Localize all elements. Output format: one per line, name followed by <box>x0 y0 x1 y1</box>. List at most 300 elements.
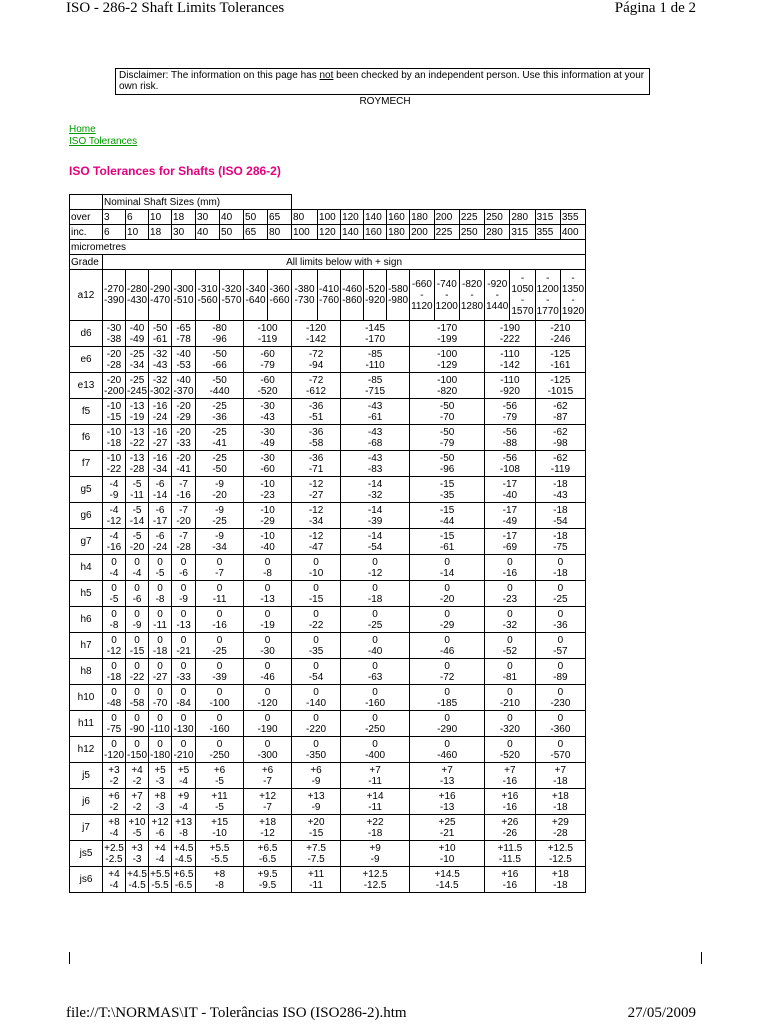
limit-value: 0 <box>372 660 378 672</box>
limit-value: -200 <box>104 385 125 397</box>
limit-value: -5 <box>215 801 224 813</box>
limit-cell <box>196 321 244 347</box>
size-over-cell: 3 <box>103 210 126 225</box>
limit-value: -222 <box>499 333 520 345</box>
limit-value: -63 <box>367 671 383 683</box>
limit-value: +10 <box>438 842 456 854</box>
tolerance-table <box>69 194 586 893</box>
limit-value: -34 <box>152 463 168 475</box>
limit-cell <box>535 685 586 711</box>
limit-value: 0 <box>180 686 187 698</box>
limit-value: -34 <box>212 541 227 553</box>
limit-cell <box>103 373 126 399</box>
limit-value: -40 <box>260 541 275 553</box>
limit-value: -60 <box>260 374 275 386</box>
grade-row-h8 <box>70 659 586 685</box>
limit-value: 0 <box>180 582 187 594</box>
limit-value: -7 <box>263 775 272 787</box>
limit-cell <box>196 581 244 607</box>
limit-value: 0 <box>372 738 378 750</box>
limit-value: +3 <box>131 842 143 854</box>
limit-value: -20 <box>129 541 145 553</box>
limit-value: -230 <box>550 697 571 709</box>
limit-value: +7 <box>554 764 567 776</box>
limit-value: +7 <box>504 764 516 776</box>
limit-value: -22 <box>129 437 145 449</box>
grade-cell: js6 <box>70 867 103 893</box>
limit-cell <box>172 270 196 321</box>
limit-cell <box>535 633 586 659</box>
limit-value: -30 <box>260 452 275 464</box>
limit-value: -26 <box>502 827 518 839</box>
size-over-cell: 30 <box>196 210 220 225</box>
limit-value: -16 <box>106 541 122 553</box>
limit-cell <box>149 555 172 581</box>
units-label: micrometres <box>70 240 586 255</box>
limit-value: -920 <box>487 278 508 290</box>
limit-cell <box>196 425 244 451</box>
limit-cell <box>149 373 172 399</box>
page-number: Página 1 de 2 <box>614 0 696 16</box>
limit-value: - <box>571 295 575 306</box>
limit-cell <box>485 503 536 529</box>
limit-cell <box>244 841 292 867</box>
limit-value: -320 <box>221 284 242 295</box>
limit-value: +6 <box>261 764 274 776</box>
limit-cell <box>149 763 172 789</box>
limit-value: +4.5 <box>127 868 147 880</box>
limit-value: -34 <box>308 515 324 527</box>
limit-value: -41 <box>212 437 227 449</box>
limit-value: -350 <box>306 749 327 761</box>
limit-value: -16 <box>502 775 518 787</box>
limit-value: -98 <box>553 437 568 449</box>
limit-cell <box>410 529 485 555</box>
limit-value: +18 <box>551 790 569 802</box>
limit-value: -715 <box>365 385 386 397</box>
grade-cell: g5 <box>70 477 103 503</box>
limit-value: -920 <box>365 295 386 306</box>
limit-value: -17 <box>502 478 518 490</box>
limit-value: 0 <box>444 686 450 698</box>
limit-value: 0 <box>313 712 319 724</box>
limit-value: +8 <box>154 790 166 802</box>
limit-value: 0 <box>111 712 117 724</box>
limit-cell <box>103 841 126 867</box>
limit-value: 1570 <box>511 306 534 317</box>
limit-value: -100 <box>257 322 278 334</box>
size-inc-cell: 10 <box>126 225 149 240</box>
limit-value: -120 <box>306 322 327 334</box>
limit-cell <box>149 529 172 555</box>
limit-cell <box>244 321 292 347</box>
limit-cell <box>244 711 292 737</box>
limit-value: -25 <box>212 400 227 412</box>
limit-cell <box>149 451 172 477</box>
limit-value: -27 <box>152 671 168 683</box>
limit-value: +5.5 <box>150 868 170 880</box>
limit-value: -740 <box>436 278 457 290</box>
limit-value: -4.5 <box>128 879 146 891</box>
limit-value: +9 <box>369 842 381 854</box>
limit-value: -14 <box>152 489 168 501</box>
limit-value: -190 <box>257 723 278 735</box>
limit-cell <box>103 711 126 737</box>
limit-cell <box>410 867 485 893</box>
limit-value: -250 <box>365 723 386 735</box>
limit-cell <box>149 737 172 763</box>
limit-cell <box>341 685 410 711</box>
limit-value: -25 <box>553 593 568 605</box>
limit-value: 0 <box>216 712 223 724</box>
limit-value: -18 <box>553 879 568 891</box>
limit-value: 0 <box>180 634 187 646</box>
limit-value: -161 <box>550 359 571 371</box>
limit-cell <box>172 555 196 581</box>
limit-value: -28 <box>129 463 145 475</box>
limit-value: - <box>546 295 550 306</box>
limit-value: -290 <box>437 723 458 735</box>
limit-cell <box>103 685 126 711</box>
limit-value: -9.5 <box>258 879 277 891</box>
grade-cell: a12 <box>70 270 103 321</box>
limit-value: +7 <box>441 764 453 776</box>
limit-cell <box>149 607 172 633</box>
limit-cell <box>410 425 485 451</box>
size-inc-cell: 280 <box>485 225 510 240</box>
limit-value: -18 <box>152 645 168 657</box>
limit-cell <box>126 373 149 399</box>
limit-value: 0 <box>444 738 450 750</box>
limit-value: -17 <box>502 504 518 516</box>
limit-value: -34 <box>129 359 145 371</box>
limit-cell <box>103 763 126 789</box>
limit-cell <box>196 633 244 659</box>
size-over-cell: 180 <box>410 210 435 225</box>
size-inc-cell: 80 <box>268 225 292 240</box>
limit-value: - <box>520 273 525 284</box>
limit-value: -110 <box>500 348 520 360</box>
limit-cell <box>292 529 341 555</box>
limit-cell <box>410 399 485 425</box>
limit-cell <box>149 815 172 841</box>
limit-value: -43 <box>260 411 275 423</box>
grade-row-h10 <box>70 685 586 711</box>
grade-row-d6 <box>70 321 586 347</box>
grade-row-g7 <box>70 529 586 555</box>
limit-value: -58 <box>129 697 145 709</box>
limit-value: -40 <box>502 489 518 501</box>
limit-cell <box>535 451 586 477</box>
limit-value: -9 <box>132 619 142 631</box>
limit-value: +9.5 <box>257 868 278 880</box>
limit-value: +6 <box>213 764 226 776</box>
limit-value: -96 <box>439 463 455 475</box>
size-over-cell: 80 <box>292 210 318 225</box>
limit-value: -250 <box>209 749 230 761</box>
limit-cell <box>535 399 586 425</box>
limit-value: -9 <box>311 775 321 787</box>
grade-cell: g7 <box>70 529 103 555</box>
limit-cell <box>172 659 196 685</box>
limit-value: -10 <box>260 530 275 542</box>
disclaimer-not: not <box>319 70 334 81</box>
iso-tolerances-link[interactable]: ISO Tolerances <box>69 136 138 147</box>
limit-value: -72 <box>439 671 455 683</box>
limit-value: -72 <box>308 348 324 360</box>
blank-cell <box>70 195 103 210</box>
limit-value: -40 <box>129 322 145 334</box>
grade-cell: g6 <box>70 503 103 529</box>
limit-cell <box>535 815 586 841</box>
limit-value: 0 <box>372 556 378 568</box>
limit-value: -4 <box>109 530 119 542</box>
limit-value: -15 <box>308 593 324 605</box>
limit-cell <box>318 270 341 321</box>
limit-value: -190 <box>499 322 520 334</box>
limit-cell <box>126 607 149 633</box>
limit-value: 0 <box>134 712 140 724</box>
limit-value: 0 <box>180 738 187 750</box>
limit-value: 0 <box>372 712 378 724</box>
size-over-cell: 100 <box>318 210 341 225</box>
limit-cell <box>535 867 586 893</box>
limit-cell <box>535 581 586 607</box>
limit-value: 0 <box>134 660 140 672</box>
size-over-cell: 50 <box>244 210 268 225</box>
limit-cell <box>196 659 244 685</box>
limit-value: -180 <box>150 749 171 761</box>
limit-cell <box>535 711 586 737</box>
limit-value: -5 <box>215 775 224 787</box>
limit-value: +26 <box>501 816 519 828</box>
limit-cell <box>149 659 172 685</box>
print-date: 27/05/2009 <box>627 1005 696 1021</box>
limit-value: -4 <box>109 827 119 839</box>
limit-value: +12.5 <box>362 868 388 880</box>
size-over-cell: 120 <box>341 210 364 225</box>
limit-cell <box>149 685 172 711</box>
limit-value: -7 <box>179 478 188 490</box>
home-link[interactable]: Home <box>69 124 96 135</box>
limit-value: -140 <box>306 697 327 709</box>
limit-value: -9 <box>311 801 321 813</box>
limit-cell <box>126 581 149 607</box>
limit-value: -10 <box>106 426 122 438</box>
limit-value: -170 <box>365 333 386 345</box>
limit-cell <box>244 867 292 893</box>
limit-value: -78 <box>176 333 191 345</box>
limit-value: -61 <box>367 411 383 423</box>
limit-cell <box>410 451 485 477</box>
limit-value: -13 <box>439 775 455 787</box>
limit-value: -7 <box>179 504 188 516</box>
limit-cell <box>535 659 586 685</box>
limit-cell <box>126 737 149 763</box>
limit-value: -22 <box>129 671 145 683</box>
limit-value: -40 <box>176 348 191 360</box>
limit-value: -10 <box>106 400 122 412</box>
limit-cell <box>485 867 536 893</box>
limit-value: +20 <box>307 816 325 828</box>
limit-value: -410 <box>319 284 340 295</box>
limit-cell <box>510 270 535 321</box>
grade-cell: h5 <box>70 581 103 607</box>
limit-cell <box>126 347 149 373</box>
limit-value: -6 <box>155 530 165 542</box>
limit-cell <box>103 503 126 529</box>
limit-value: -29 <box>439 619 455 631</box>
limit-value: -62 <box>553 400 568 412</box>
limit-value: -15 <box>106 411 122 423</box>
limit-cell <box>149 321 172 347</box>
grade-row-js5 <box>70 841 586 867</box>
limit-value: - <box>470 289 474 301</box>
limit-cell <box>172 399 196 425</box>
limit-cell <box>292 270 318 321</box>
limit-value: -39 <box>367 515 383 527</box>
limit-value: -5 <box>132 530 142 542</box>
limit-value: -13 <box>129 452 145 464</box>
limit-value: 0 <box>507 556 513 568</box>
limit-cell <box>292 763 341 789</box>
limit-value: 0 <box>313 582 319 594</box>
limit-value: -125 <box>550 374 571 386</box>
limit-value: -56 <box>502 400 518 412</box>
limit-value: -50 <box>152 322 168 334</box>
size-over-cell: 315 <box>535 210 560 225</box>
size-inc-cell: 30 <box>172 225 196 240</box>
limit-value: 0 <box>313 634 319 646</box>
limit-value: -46 <box>260 671 275 683</box>
limit-value: 0 <box>557 712 564 724</box>
limit-value: -142 <box>306 333 327 345</box>
grade-row-h11 <box>70 711 586 737</box>
limit-cell <box>410 555 485 581</box>
limit-value: -33 <box>176 671 191 683</box>
limit-cell <box>410 607 485 633</box>
limit-value: +4 <box>131 764 143 776</box>
limit-value: -56 <box>502 452 518 464</box>
limit-cell <box>485 841 536 867</box>
limit-value: -14 <box>367 504 383 516</box>
limit-value: -110 <box>500 374 520 386</box>
limit-cell <box>292 685 341 711</box>
limit-value: -730 <box>294 295 315 306</box>
size-over-cell: 140 <box>364 210 387 225</box>
limit-cell <box>196 503 244 529</box>
limit-value: -38 <box>106 333 122 345</box>
limit-cell <box>485 399 536 425</box>
grade-row-j5 <box>70 763 586 789</box>
limit-value: -6.5 <box>258 853 277 865</box>
grade-label: Grade <box>70 255 103 270</box>
limit-value: -25 <box>212 645 227 657</box>
limit-value: -5.5 <box>210 853 229 865</box>
limit-cell <box>172 607 196 633</box>
limit-value: 0 <box>372 686 378 698</box>
disclaimer-box <box>115 68 650 95</box>
limit-cell <box>103 555 126 581</box>
limit-cell <box>341 477 410 503</box>
size-inc-cell: 355 <box>535 225 560 240</box>
limit-value: -14 <box>367 478 383 490</box>
grade-cell: e6 <box>70 347 103 373</box>
limit-cell <box>172 477 196 503</box>
limit-value: 0 <box>557 660 564 672</box>
limit-value: 1050 <box>511 284 534 295</box>
limit-value: -110 <box>150 723 170 735</box>
limit-cell <box>292 581 341 607</box>
grade-row-e6 <box>70 347 586 373</box>
limit-cell <box>410 270 435 321</box>
limit-value: +4.5 <box>173 842 194 854</box>
size-over-cell: 6 <box>126 210 149 225</box>
limit-value: -520 <box>257 385 278 397</box>
limit-cell <box>459 270 484 321</box>
limit-cell <box>410 841 485 867</box>
limit-value: -12 <box>106 515 122 527</box>
limit-value: -580 <box>388 284 409 295</box>
limit-value: -89 <box>553 671 568 683</box>
limit-cell <box>268 270 292 321</box>
size-over-cell: 225 <box>459 210 484 225</box>
limit-value: -79 <box>439 437 455 449</box>
limit-value: 0 <box>313 738 319 750</box>
limit-value: -370 <box>173 385 194 397</box>
limit-value: +5 <box>177 764 190 776</box>
limit-value: -43 <box>152 359 168 371</box>
limit-value: -56 <box>502 426 518 438</box>
limit-value: -35 <box>308 645 324 657</box>
limit-cell <box>292 425 341 451</box>
limit-cell <box>292 399 341 425</box>
limit-value: -640 <box>245 295 266 306</box>
grade-cell: j6 <box>70 789 103 815</box>
limit-value: -5 <box>132 478 142 490</box>
limit-cell <box>126 451 149 477</box>
limit-cell <box>149 841 172 867</box>
limit-cell <box>341 737 410 763</box>
limit-value: -72 <box>308 374 324 386</box>
limit-value: -300 <box>173 284 194 295</box>
limit-value: -36 <box>308 426 324 438</box>
limit-value: -50 <box>212 374 227 386</box>
limit-value: -520 <box>365 284 386 295</box>
limit-cell <box>244 763 292 789</box>
grade-cell: js5 <box>70 841 103 867</box>
limit-value: -12 <box>308 504 324 516</box>
limit-cell <box>292 841 341 867</box>
limit-value: -160 <box>365 697 386 709</box>
limit-value: 1770 <box>536 306 559 317</box>
limit-value: -16 <box>152 452 168 464</box>
limit-value: -12 <box>308 478 324 490</box>
limit-value: 0 <box>557 686 564 698</box>
limit-value: 0 <box>216 660 223 672</box>
limit-value: -65 <box>176 322 191 334</box>
limit-value: -340 <box>245 284 266 295</box>
grade-cell: j7 <box>70 815 103 841</box>
limit-cell <box>126 789 149 815</box>
size-inc-cell: 200 <box>410 225 435 240</box>
limit-value: 0 <box>557 738 564 750</box>
limit-value: 0 <box>313 686 319 698</box>
limit-cell <box>410 321 485 347</box>
limit-value: 1920 <box>561 306 585 317</box>
grade-cell: h10 <box>70 685 103 711</box>
limit-value: -5 <box>109 593 119 605</box>
